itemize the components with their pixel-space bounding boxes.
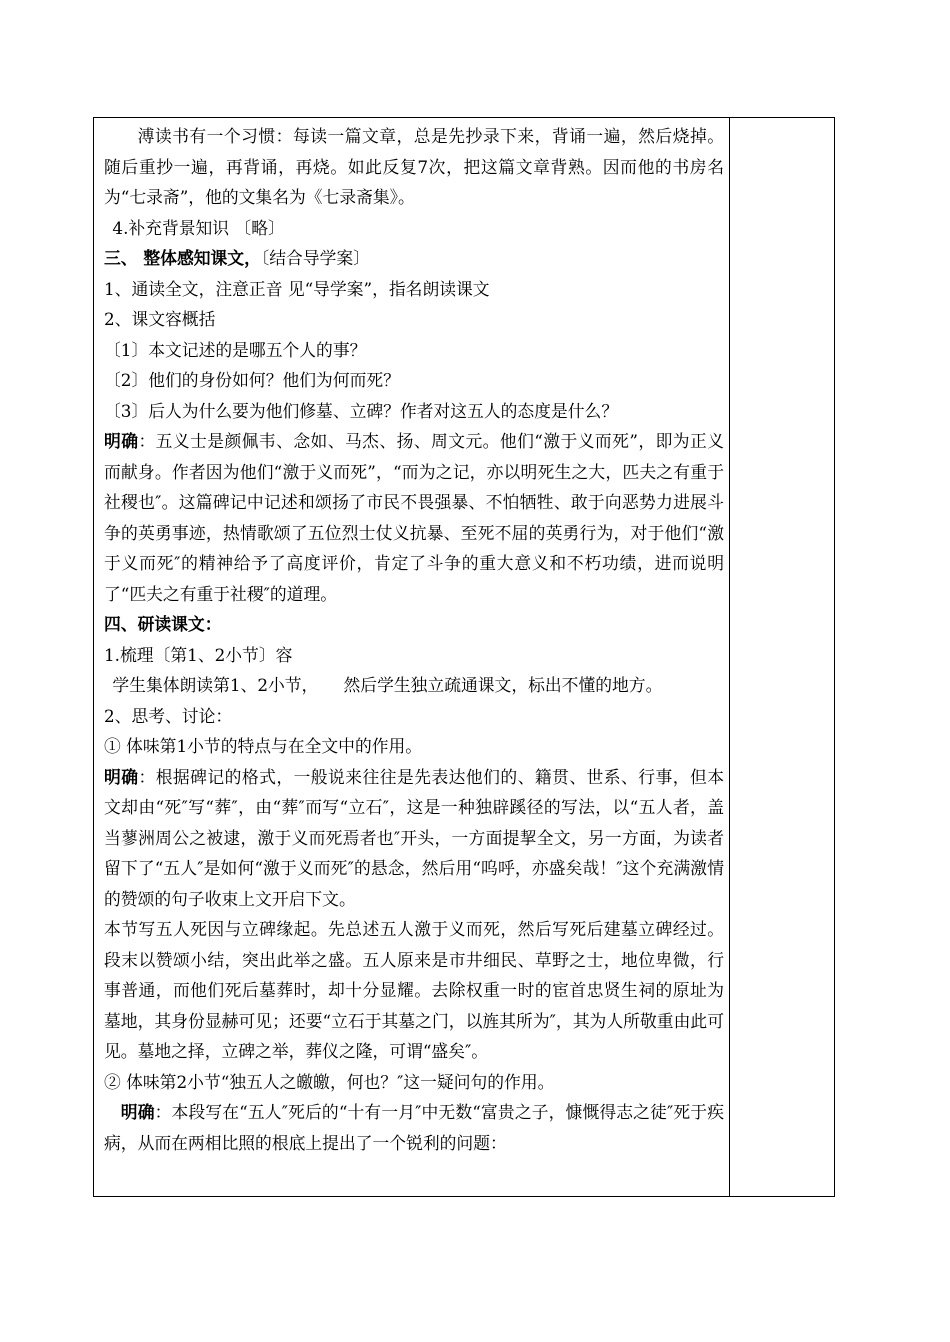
paragraph: 溥读书有一个习惯：每读一篇文章，总是先抄录下来，背诵一遍，然后烧掉。随后重抄一遍，再背诵，再烧。如此反复7次，把这篇文章背熟。因而他的书房名为“七录斋”，他的文集名为《七录斋集》。 — [104, 126, 724, 207]
lesson-content — [104, 121, 724, 1158]
question: 〔1〕本文记述的是哪五个人的事？ — [104, 339, 367, 360]
question: ① 体味第1小节的特点与在全文中的作用。 — [104, 736, 423, 756]
answer-paragraph: 明确：本段写在“五人″死后的“十有一月″中无数“富贵之子，慷慨得志之徒″死于疾病，从而在两相比照的根底上提出了一个锐利的问题： — [104, 1102, 724, 1153]
question: 〔3〕后人为什么要为他们修墓、立碑？作者对这五人的态度是什么？ — [104, 400, 619, 421]
paragraph: 1.梳理〔第1、2小节〕容 — [104, 644, 293, 665]
answer-paragraph: 明确：根据碑记的格式，一般说来往往是先表达他们的、籍贯、世系、行事，但本文却由“死″写“葬″，由“葬″而写“立石″，这是一种独辟蹊径的写法，以“五人者，盖当蓼洲周公之被逮，激于义而死焉者也″开头，一方面提挈全文，另一方面，为读者留下了“五人″是如何“激于义而死″的悬念，然后用“呜呼，亦盛矣哉！″这个充满激情的赞颂的句子收束上文开启下文。 — [104, 766, 724, 909]
section-heading: 三、 整体感知课文，〔结合导学案〕 — [104, 248, 370, 268]
paragraph: 2、思考、讨论： — [104, 705, 233, 726]
answer-paragraph: 明确：五义士是颜佩韦、念如、马杰、扬、周文元。他们“激于义而死”，即为正义而献身。作者因为他们“激于义而死”，“而为之记，亦以明死生之大，匹夫之有重于社稷也″。这篇碑记中记述和颂扬了市民不畏强暴、不怕牺牲、敢于向恶势力进展斗争的英勇事迹，热情歌颂了五位烈士仗义抗暴、至死不屈的英勇行为，对于他们“激于义而死″的精神给予了高度评价，肯定了斗争的重大意义和不朽功绩，进而说明了“匹夫之有重于社稷″的道理。 — [104, 431, 724, 604]
question: ② 体味第2小节“独五人之皦皦，何也？″这一疑问句的作用。 — [104, 1071, 555, 1092]
paragraph: 学生集体朗读第1、2小节， 然后学生独立疏通课文，标出不懂的地方。 — [112, 675, 663, 695]
paragraph: 本节写五人死因与立碑缘起。先总述五人激于义而死，然后写死后建墓立碑经过。段末以赞颂小结，突出此举之盛。五人原来是市井细民、草野之士，地位卑微，行事普通，而他们死后墓葬时，却十分显耀。去除权重一时的宦首忠贤生祠的原址为墓地，其身份显赫可见；还要“立石于其墓之门，以旌其所为″，其为人所敬重由此可见。墓地之择，立碑之举，葬仪之隆，可谓“盛矣″。 — [104, 919, 724, 1061]
paragraph: 1、通读全文，注意正音 见“导学案”，指名朗读课文 — [104, 278, 490, 299]
section-heading: 四、研读课文： — [104, 614, 222, 634]
paragraph: 2、课文容概括 — [104, 309, 216, 329]
paragraph: 4.补充背景知识 〔略〕 — [112, 217, 285, 238]
column-divider — [729, 118, 730, 1196]
lesson-table — [93, 117, 835, 1197]
question: 〔2〕他们的身份如何？他们为何而死？ — [104, 370, 400, 390]
